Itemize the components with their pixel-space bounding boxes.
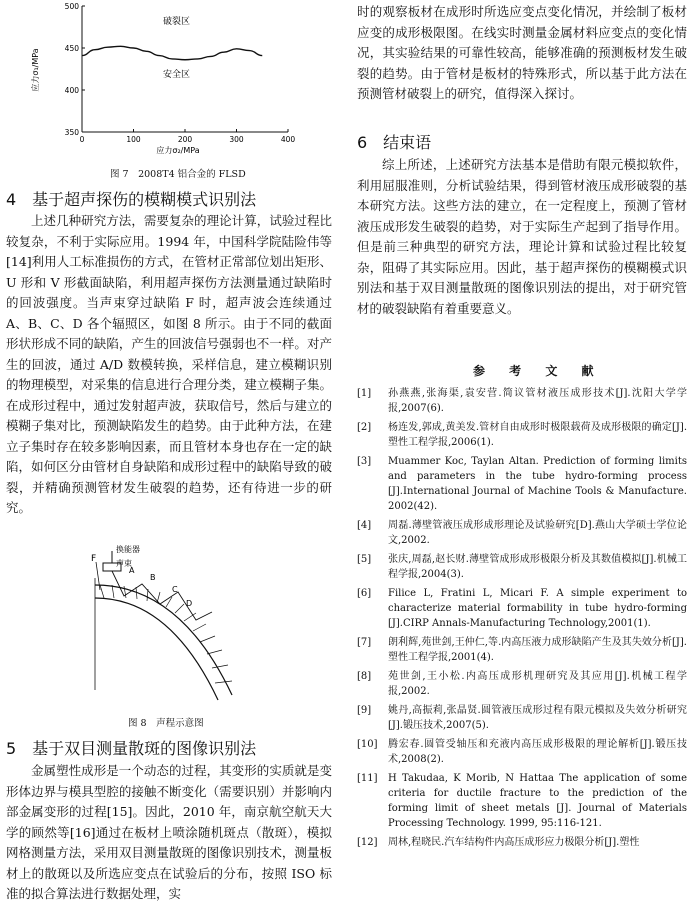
reference-text: 周磊.薄壁管液压成形成形理论及试验研究[D].燕山大学硕士学位论文,2002. bbox=[388, 520, 687, 546]
reference-number: [1] bbox=[357, 388, 372, 399]
y-tick-label: 350 bbox=[64, 128, 79, 137]
beam-label: 声束 bbox=[116, 559, 132, 568]
reference-item bbox=[357, 552, 687, 582]
defect-f-label: F bbox=[91, 554, 97, 564]
figure8-diagram bbox=[0, 540, 338, 740]
reference-text: 朗利辉,苑世剑,王仲仁,等.内高压液力成形缺陷产生及其失效分析[J].塑性工程学报,2001(4). bbox=[388, 637, 687, 663]
region-top-label: 破裂区 bbox=[163, 17, 191, 27]
reference-item bbox=[357, 669, 687, 699]
reference-item bbox=[357, 703, 687, 733]
reference-number: [8] bbox=[357, 671, 372, 682]
zone-b-label: B bbox=[150, 573, 156, 582]
reference-text: 张庆,周磊,赵长财.薄壁管成形成形极限分析及其数值模拟[J].机械工程学报,2004(3). bbox=[388, 554, 687, 580]
y-tick-label: 450 bbox=[64, 44, 79, 53]
right-top-paragraph: 时的观察板材在成形时所选应变点变化情况，并绘制了板材应变的成形极限图。在线实时测量金属材料应变点的变化情况，其实验结果的可靠性较高，能够准确的预测板材发生破裂的趋势。由于管材是板材的特殊形式，所以基于此方法在预测管材破裂上的研究，值得深入探讨。 bbox=[357, 4, 687, 101]
reference-number: [9] bbox=[357, 705, 372, 716]
section5-title: 5 基于双目测量散斑的图像识别法 bbox=[6, 739, 257, 758]
section4-title: 4 基于超声探伤的模糊模式识别法 bbox=[6, 190, 257, 209]
section6-paragraph: 综上所述，上述研究方法基本是借助有限元模拟软件，利用屈服准则，分析试验结果，得到管材液压成形破裂的基本研究方法。这些方法的建立，在一定程度上，预测了管材液压成形发生破裂的趋势，对于实际生产起到了指导作用。但是前三种典型的研究方法，理论计算和试验过程比较复杂，阻碍了其实际应用。因此，基于超声探伤的模糊模式识别法和基于双目测量散斑的图像识别法的提出，对于研究管材的破裂缺陷有着重要意义。 bbox=[357, 157, 687, 316]
reference-text: 腾宏春.圆管受轴压和充液内高压成形极限的理论解析[J].锻压技术,2008(2). bbox=[388, 739, 687, 765]
reference-number: [7] bbox=[357, 637, 372, 648]
defect-f-leader bbox=[96, 562, 100, 590]
region-bottom-label: 安全区 bbox=[163, 70, 191, 80]
reference-item bbox=[357, 586, 687, 631]
transducer-label: 换能器 bbox=[116, 545, 140, 554]
reference-text: 姚丹,高振莉,张晶贤.圆管液压成形过程有限元模拟及失效分析研究[J].锻压技术,2007(5). bbox=[388, 705, 687, 731]
reference-text: Muammer Koc, Taylan Altan. Prediction of forming limits and parameters in the tube hydro-forming process [J].International Journal of Machine Tools & Manufacture. 2002(42). bbox=[388, 456, 687, 512]
reference-text: Filice L, Fratini L, Micari F. A simple experiment to characterize material formability in tube hydro-forming [J].CIRP Annals-Manufacturing Technology,2001(1). bbox=[388, 588, 687, 629]
reference-number: [10] bbox=[357, 739, 378, 750]
reference-item bbox=[357, 386, 687, 416]
beam-path bbox=[112, 571, 212, 620]
reference-number: [6] bbox=[357, 588, 372, 599]
figure7-ylabel: 应力σ₁/MPa bbox=[31, 48, 40, 92]
figure7-caption: 图 7 2008T4 铝合金的 FLSD bbox=[110, 169, 246, 180]
zone-c-label: C bbox=[172, 585, 178, 594]
x-tick-label: 200 bbox=[177, 135, 193, 144]
y-tick-label: 500 bbox=[64, 2, 79, 11]
reference-text: 苑世剑,王小松.内高压成形机理研究及其应用[J].机械工程学报,2002. bbox=[388, 671, 687, 697]
reference-number: [3] bbox=[357, 456, 372, 467]
reference-item bbox=[357, 771, 687, 831]
x-tick-label: 400 bbox=[280, 135, 296, 144]
reference-item bbox=[357, 518, 687, 548]
reference-number: [12] bbox=[357, 837, 378, 848]
section5-paragraph: 金属塑性成形是一个动态的过程，其变形的实质就是变形体边界与模具型腔的接触不断变化（需要识别）并影响内部金属变形的过程[15]。因此，2010 年，南京航空航天大学的顾然等[16]通过在板材上喷涂随机斑点（散斑），模拟网格测量方法，采用双目测量散斑的图像识别技术，测量板材上的散斑以及所选应变点在试验后的分布，按照 ISO 标准的拟合算法进行数据处理，实 bbox=[6, 763, 332, 901]
reference-item bbox=[357, 454, 687, 514]
tube-inner-wall bbox=[95, 598, 218, 700]
reference-item bbox=[357, 835, 687, 850]
reference-text: 杨连发,郭成,黄美发.管材自由成形时极限载荷及成形极限的确定[J].塑性工程学报,2006(1). bbox=[388, 422, 687, 448]
reference-number: [5] bbox=[357, 554, 372, 565]
x-tick-label: 300 bbox=[229, 135, 244, 144]
flsd-curve bbox=[82, 46, 262, 59]
reference-number: [11] bbox=[357, 773, 378, 784]
reference-text: H Takudaa, K Morib, N Hattaa The application of some criteria for ductile fracture to the prediction of the forming limit of sheet metals [J]. Journal of Materials Processing Technology. 1999, 95:116-121. bbox=[388, 773, 687, 829]
reference-number: [2] bbox=[357, 422, 372, 433]
reference-text: 周林,程晓民.汽车结构件内高压成形应力极限分析[J].塑性 bbox=[388, 837, 640, 848]
y-tick-label: 400 bbox=[64, 86, 79, 95]
reference-item bbox=[357, 420, 687, 450]
x-tick-label: 0 bbox=[79, 135, 85, 144]
figure8-caption: 图 8 声程示意图 bbox=[128, 718, 204, 729]
zone-d-label: D bbox=[186, 599, 193, 608]
reference-text: 孙燕燕,张海渠,袁安营.简议管材液压成形技术[J].沈阳大学学报,2007(6). bbox=[388, 388, 687, 414]
reference-number: [4] bbox=[357, 520, 372, 531]
figure7-xlabel: 应力σ₂/MPa bbox=[156, 146, 200, 155]
section6-title: 6 结束语 bbox=[357, 133, 432, 152]
references-title: 参 考 文 献 bbox=[473, 364, 604, 378]
reference-item bbox=[357, 635, 687, 665]
section4-paragraph: 上述几种研究方法，需要复杂的理论计算，试验过程比较复杂，不利于实际应用。1994 年，中国科学院陆险伟等[14]利用人工标准损伤的方式，在管材正常部位划出矩形、U 形和 V 形截面缺陷，利用超声探伤方法测量通过缺陷时的回波强度。当声束穿过缺陷 F 时，超声波会连续通过 A、B、C、D 各个辐照区，如图 8 所示。由于不同的截面形状形成不同的缺陷，产生的回波信号强弱也不一样。对产生的回波，通过 A/D 数模转换，采样信息，建立模糊识别的物理模型，对采集的信息进行合理分类，建立模糊子集。在成形过程中，通过发射超声波，获取信号，然后与建立的模糊子集对比，预测缺陷发生的趋势。由于此种方法，在建立子集时存在较多影响因素，而且管材本身也存在一定的缺陷，如何区分由管材自身缺陷和成形过程中的缺陷导致的破裂，并精确预测管材发生破裂的趋势，还有待进一步的研究。 bbox=[6, 213, 332, 515]
x-tick-label: 100 bbox=[126, 135, 141, 144]
zone-a-label: A bbox=[129, 566, 135, 575]
reference-item bbox=[357, 737, 687, 767]
figure7-chart bbox=[0, 0, 338, 160]
